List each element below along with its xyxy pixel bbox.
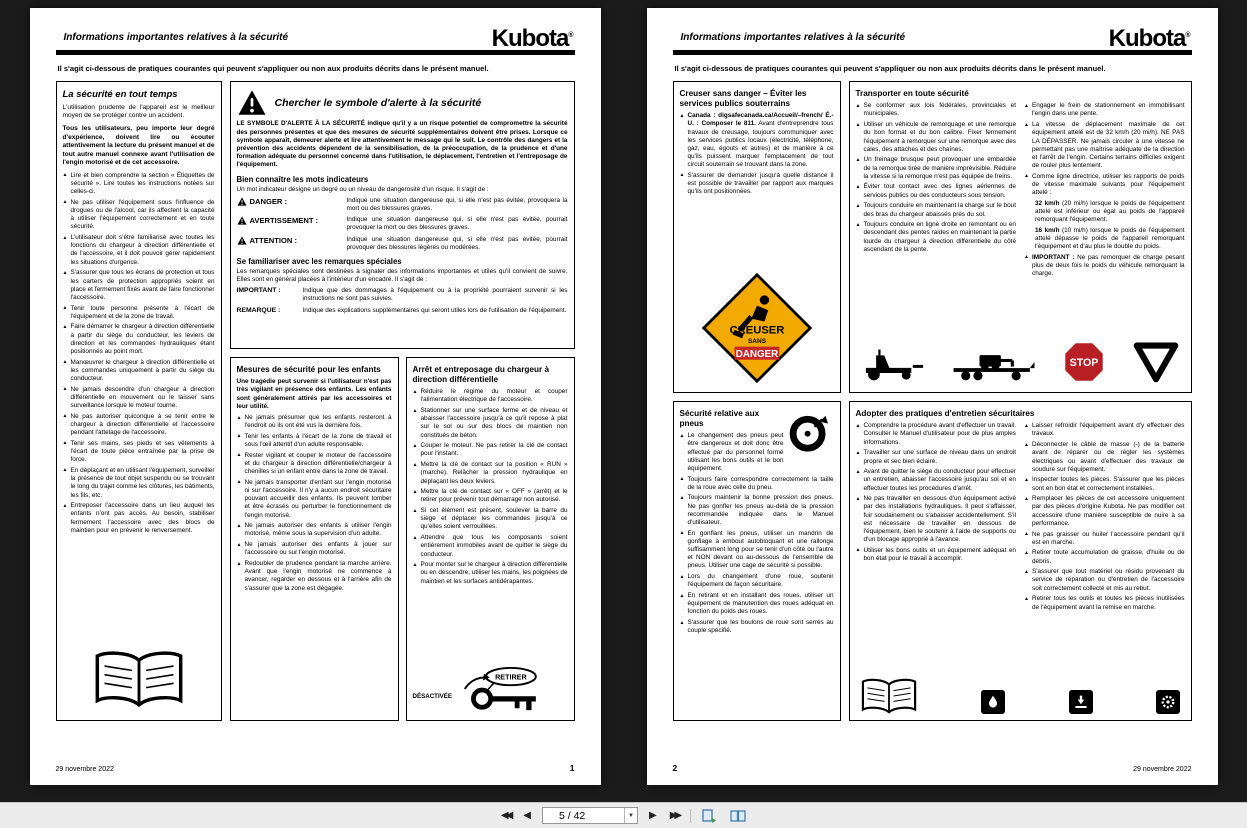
bullet-item: ▲ Lire et bien comprendre la section « Étiquettes de sécurité ». Lire toutes les instructions notées sur celles-ci. — [63, 172, 215, 197]
bullet-item: ▲ Un freinage brusque peut provoquer une embardée de la remorque tirée de manière imprévisible. Réduire la vitesse si la remorque n'est pas équipée de freins. — [856, 156, 1017, 181]
open-book-icon — [93, 650, 185, 708]
bullet-item: ▲ En retirant et en installant des roues, utiliser un équipement de manutention des roues adéquat en fonction du poids des roues. — [680, 592, 834, 617]
open-book-icon — [860, 678, 918, 714]
ignition-key-icon — [454, 666, 562, 714]
bullet-item: ▲ Éviter tout contact avec des lignes aériennes de services publics ou des conducteurs sous tension. — [856, 183, 1017, 199]
signal-word-attention — [237, 236, 568, 252]
tire-safety-section — [673, 401, 841, 721]
document-page-2 — [647, 8, 1218, 785]
dropdown-arrow-icon[interactable]: ▼ — [624, 808, 637, 823]
footer-date: 29 novembre 2022 — [1133, 766, 1192, 773]
bullet-item: ▲ Tenir ses mains, ses pieds et ses vêtements à l'écart de toute pièce entraînée par la prise de force. — [63, 440, 215, 465]
tractor-icon — [860, 341, 926, 383]
single-page-view-icon — [702, 809, 717, 823]
sign-word-danger: DANGER — [735, 349, 778, 361]
bullet-item: ▲ Redoubler de prudence pendant la marche arrière. Avant que l'engin motorisé ne commence à avancer, regarder en dessous et à l'arrière afin de s'assurer que la zone est dégagée. — [237, 560, 392, 593]
transport-important-list — [1024, 254, 1185, 279]
transport-box-title: Transporter en toute sécurité — [855, 89, 969, 99]
disabled-label: DÉSACTIVÉE — [412, 693, 453, 701]
bullet-item: ▲ S'assurer que tous les écrans de protection et tous les carters de protection appropriés soient en place et fermement fixés avant de faire fonctionner l'accessoire. — [63, 269, 215, 302]
page-title: Informations importantes relatives à la sécurité — [680, 31, 906, 43]
bullet-item: ▲ En déplaçant et en utilisant l'équipement, surveiller la présence de tout objet suspendu ou se trouvant le long du trajet comme les clôtures, les bâtiments, les fils, etc. — [63, 467, 215, 500]
footer-page-number: 2 — [672, 763, 678, 773]
note-important: IMPORTANT : Indique que des dommages à l'équipement ou à la propriété pourraient survenir si les instructions ne sont pas suivies. — [236, 287, 568, 303]
facing-pages-view-icon — [730, 809, 746, 823]
crush-hazard-icon — [1069, 690, 1093, 714]
signal-word-label: ATTENTION : — [249, 235, 298, 245]
bullet-item: ▲ Couper le moteur. Ne pas retirer la clé de contact pour l'instant. — [413, 442, 568, 458]
bullet-item: ▲ Faire démarrer le chargeur à direction différentielle à partir du siège du conducteur, les leviers de direction et les commandes hydrauliques étant positionnés au point mort. — [63, 323, 215, 356]
bullet-item: ▲ Comme ligne directrice, utiliser les rapports de poids de vitesse maximale suivants pour l'équipement attelé : — [1024, 173, 1185, 198]
bullet-item: 32 km/h (20 mi/h) lorsque le poids de l'équipement attelé est inférieur ou égal au poids de l'appareil remorquant l'équipement. — [1035, 199, 1185, 224]
bullet-item: ▲ Toujours faire correspondre correctement la taille de la roue avec celle du pneu. — [680, 476, 834, 492]
bullet-item: ▲ Ne jamais autoriser des enfants à utiliser l'engin motorisé, même sous la supervision d'un adulte. — [237, 522, 392, 538]
bullet-item: ▲ Stationner sur une surface ferme et de niveau et abaisser l'accessoire jusqu'à ce qu'il repose à plat sur le sol ou sur des blocs de maintien non constitués de béton. — [413, 407, 568, 440]
shutdown-bullet-list — [413, 388, 568, 586]
page-indicator: 5 / 42 — [559, 809, 586, 822]
first-page-icon: ◀◀ — [500, 809, 511, 821]
signal-word-danger — [237, 197, 568, 213]
bullet-item: ▲ Remplacer les pièces de cet accessoire uniquement par des pièces d'origine Kubota. Ne pas modifier cet accessoire d'une manière susceptible de nuire à sa performance. — [1024, 495, 1185, 528]
transport-safety-section — [849, 81, 1192, 393]
bullet-item: ▲ Le changement des pneus peut être dangereux et doit donc être effectué par du personnel formé utilisant les bons outils et le bon équipement. — [680, 432, 834, 473]
bullet-item: ▲ Toujours conduire en maintenant la charge sur le bout des bras du chargeur abaissés près du sol. — [856, 202, 1017, 218]
page-header — [673, 25, 1192, 52]
bullet-item: ▲ Rester vigilant et couper le moteur de l'accessoire et du chargeur à direction différentielle/chargeur à chenilles si un enfant entre dans la zone de travail. — [237, 452, 392, 477]
previous-page-button[interactable] — [521, 809, 533, 823]
bullet-item: 16 km/h (10 mi/h) lorsque le poids de l'équipement attelé dépasse le poids de l'appareil remorquant l'équipement et d'au plus le double du poids. — [1035, 226, 1185, 251]
dig-bullet-list — [680, 112, 834, 196]
footer-date: 29 novembre 2022 — [55, 766, 114, 773]
special-notes-intro: Les remarques spéciales sont destinées à signaler des informations importantes et utiles qu'il convient de suivre. Elles sont en général placées à l'intérieur d'un encadré. Il s'agit de : — [236, 267, 568, 284]
bullet-item: ▲ Utiliser un véhicule de remorquage et une remorque du bon format et du bon calibre. Fixer fermement l'équipement à remorquer sur une remorque avec des cales, des attaches et des chaînes. — [856, 121, 1017, 154]
note-remarque: REMARQUE : Indique des explications supplémentaires qui seront utiles lors de l'utilisation de l'équipement. — [236, 306, 567, 314]
footer-page-number: 1 — [569, 763, 575, 773]
alert-box-title: Chercher le symbole d'alerte à la sécurité — [274, 96, 482, 109]
document-page-1 — [30, 8, 601, 785]
signal-words-intro: Un mot indicateur désigne un degré ou un niveau de dangerosité d'un risque. Il s'agit de : — [236, 185, 489, 193]
children-box-title: Mesures de sécurité pour les enfants — [236, 365, 381, 375]
stop-sign-icon — [1062, 340, 1106, 384]
bullet-item: ▲ Mettre la clé de contact sur « OFF » (arrêt) et le retirer pour prévenir tout démarrage non autorisé. — [413, 488, 568, 504]
bullet-item: ▲ Tenir les enfants à l'écart de la zone de travail et sous l'œil attentif d'un adulte responsable. — [237, 433, 392, 449]
page-footer — [56, 763, 575, 773]
bullet-item: ▲ Toujours maintenir la bonne pression des pneus. Ne pas gonfler les pneus au-delà de la pression recommandée indiquée dans le Manuel d'utilisateur. — [680, 494, 834, 527]
bullet-item: ▲ Retirer toute accumulation de graisse, d'huile ou de débris. — [1024, 549, 1185, 565]
next-page-icon: ▶ — [649, 809, 657, 821]
page-footer — [673, 763, 1192, 773]
safety-alert-triangle-icon — [237, 89, 267, 116]
maintenance-bullet-list-right — [1024, 422, 1185, 614]
bullet-item: ▲ Déconnecter le câble de masse (-) de la batterie avant de réparer ou de régler les systèmes électriques ou avant d'effectuer des travaux de soudure sur l'équipement. — [1024, 441, 1185, 474]
page-header — [56, 25, 575, 52]
bullet-item: ▲ Ne jamais descendre d'un chargeur à direction différentielle en mouvement ou le laisser sans surveillance lorsque le moteur tourne. — [63, 386, 215, 411]
stop-sign-label: STOP — [1069, 357, 1099, 370]
bullet-item: ▲ Attendre que tous les composants soient entièrement immobiles avant de quitter le siège du conducteur. — [413, 534, 568, 559]
yield-sign-icon — [1132, 340, 1180, 384]
bullet-item: ▲ La vitesse de déplacement maximale de cet équipement attelé est de 32 km/h (20 mi/h). NE PAS LA DÉPASSER. Ne jamais circuler à une vitesse ne permettant pas une maîtrise adéquate de la direction et l'arrêt de l'engin. Certains terrains difficiles exigent de rouler plus lentement. — [1024, 121, 1185, 170]
next-page-button[interactable] — [647, 809, 659, 823]
signal-word-text: Indique une situation dangereuse qui, si elle n'est pas évitée, provoquera la mort ou des blessures graves. — [346, 196, 568, 212]
bullet-item: ▲ Canada : digsafecanada.ca/Accueil/–french/ É.-U. : Composer le 811. Avant d'entreprendre tous travaux de creusage, toujours communiquer avec les services publics locaux (électricité, téléphone, gaz, eau, égouts et autres) et de manière à ce qu'ils puissent marquer l'emplacement de tout circuit souterrain se trouvant dans la zone. — [680, 112, 834, 169]
bullet-item: ▲ Laisser refroidir l'équipement avant d'y effectuer des travaux. — [1024, 422, 1185, 438]
intro-paragraph: Il s'agit ci-dessous de pratiques courantes qui peuvent s'appliquer ou non aux produits décrits dans le présent manuel. — [674, 63, 1106, 73]
toolbar-separator — [690, 809, 691, 823]
single-page-view-button[interactable] — [700, 807, 719, 825]
dig-box-title: Creuser sans danger – Éviter les services publics souterrains — [679, 89, 807, 109]
kubota-logo: Kubota® — [1108, 25, 1190, 52]
safety-bullet-list — [63, 172, 215, 535]
bullet-item: ▲ Lors du changement d'une roue, soutenir l'équipement de façon sécuritaire. — [680, 573, 834, 589]
bullet-item: ▲ En gonflant les pneus, utiliser un mandrin de gonflage à embout autobloquant et une rallonge suffisamment long pour se tenir d'un côté ou l'autre et NON devant ou au-dessous de l'ensemble de pneus. Utiliser une cage de sécurité si possible. — [680, 530, 834, 571]
safety-para-2: Tous les utilisateurs, peu importe leur degré d'expérience, doivent lire ou écouter attentivement la lecture du présent manuel et de tout autre manuel connexe avant l'utilisation de l'engin motorisé et de cet accessoire. — [62, 124, 215, 167]
warning-triangle-icon — [237, 197, 247, 206]
bullet-item: ▲ Ne pas travailler en dessous d'un équipement activé par des installations hydrauliques. Il peut s'affaisser, fuir soudainement ou s'abaisser accidentellement. S'il est nécessaire de travailler en dessous de l'équipement, bien le soutenir à l'aide de supports ou d'un blocage approprié à l'avance. — [856, 495, 1017, 544]
bullet-item: ▲ Si cet élément est présent, soulever la barre du siège et déplacer les commandes jusqu'à ce qu'elles soient verrouillées. — [413, 507, 568, 532]
kubota-logo: Kubota® — [491, 25, 573, 52]
bullet-item: ▲ Engager le frein de stationnement en immobilisant l'engin dans une pente. — [1024, 102, 1185, 118]
tire-box-title: Sécurité relative aux pneus — [679, 409, 760, 429]
safety-anytime-section — [56, 81, 222, 721]
registered-mark: ® — [1185, 32, 1190, 39]
alert-intro: LE SYMBOLE D'ALERTE À LA SÉCURITÉ indique qu'il y a un risque potentiel de compromettre la sécurité des personnes présentes et que des mesures de sécurité supplémentaires doivent être prises. Lorsque ce symbole apparaît, demeurer alerte et lire attentivement le message qui le suit. Le contrôle des dangers et la prévention des accidents dépendent de la sensibilisation, de la préoccupation, de la prudence et d'une formation adéquate du personnel concerné dans l'utilisation, le déplacement, l'entretien et l'entreposage de l'équipement. — [236, 120, 568, 169]
signal-words-heading: Bien connaître les mots indicateurs — [236, 174, 369, 184]
signal-word-text: Indique une situation dangereuse qui, si elle n'est pas évitée, pourrait provoquer des blessures légères ou modérées. — [346, 235, 568, 251]
bullet-item: ▲ S'assurer de demander jusqu'à quelle distance il est possible de travailler par rapport aux marques qu'ils ont positionnées. — [680, 172, 834, 197]
transport-speed-sublist — [1024, 200, 1185, 252]
bullet-item: ▲ S'assurer que les boulons de roue sont serrés au couple spécifié. — [680, 619, 834, 635]
remove-tag-label: RETIRER — [495, 672, 527, 682]
bullet-item: ▲ Réduire le régime du moteur et couper l'alimentation électrique de l'accessoire. — [413, 388, 568, 404]
bullet-item: ▲ Ne jamais transporter d'enfant sur l'engin motorisé ni sur l'accessoire. Il n'y a aucun endroit sécuritaire pouvant accueillir des enfants. Ils peuvent tomber et être écrasés ou perturber le fonctionnement de l'engin motorisé. — [237, 479, 392, 520]
bullet-item: ▲ Retirer tous les outils et toutes les pièces inutilisées de l'équipement avant la remise en marche. — [1024, 595, 1185, 611]
key-removal-art — [413, 666, 570, 714]
bullet-item: ▲ Mettre la clé de contact sur la position « RUN » (marche). Relâcher la pression hydraulique en déplaçant les deux leviers. — [413, 461, 568, 486]
facing-pages-view-button[interactable] — [728, 807, 748, 825]
bullet-item: ▲ Entreposer l'accessoire dans un lieu auquel les enfants n'ont pas accès. Au besoin, stabiliser fermement l'accessoire avec des blocs de maintien pour en prévenir le renversement. — [63, 502, 215, 535]
maintenance-box-title: Adopter des pratiques d'entretien sécuritaires — [855, 409, 1035, 419]
maintenance-practices-section — [849, 401, 1192, 721]
shutdown-box-title: Arrêt et entreposage du chargeur à direction différentielle — [412, 365, 549, 385]
warning-triangle-icon — [237, 216, 247, 225]
last-page-icon: ▶▶ — [669, 809, 680, 821]
intro-paragraph: Il s'agit ci-dessous de pratiques courantes qui peuvent s'appliquer ou non aux produits décrits dans le présent manuel. — [57, 63, 489, 73]
bullet-item: ▲ Avant de quitter le siège du conducteur pour effectuer un entretien, abaisser l'accessoire jusqu'au sol et en effectuer toutes les procédures d'arrêt. — [856, 468, 1017, 493]
entanglement-hazard-icon — [1156, 690, 1180, 714]
children-safety-section — [230, 357, 399, 721]
safety-box-title: La sécurité en tout temps — [62, 89, 178, 101]
page-title: Informations importantes relatives à la sécurité — [63, 31, 289, 43]
bullet-item: ▲ Ne pas graisser ou huiler l'accessoire pendant qu'il est en marche. — [1024, 531, 1185, 547]
shutdown-storage-section — [406, 357, 575, 721]
bullet-item: ▲ Manœuvrer le chargeur à direction différentielle et les commandes uniquement à partir du siège du conducteur. — [63, 359, 215, 384]
bullet-item: ▲ Pour monter sur le chargeur à direction différentielle ou en descendre, utiliser les mains, les poignées de maintien et les surfaces antidérapantes. — [413, 561, 568, 586]
bullet-item: ▲ Inspecter toutes les pièces. S'assurer que les pièces sont en bon état et correctement installées. — [1024, 476, 1185, 492]
signal-word-avertissement — [237, 216, 568, 232]
bullet-item: ▲ Ne jamais présumer que les enfants resteront à l'endroit où ils ont été vus la dernière fois. — [237, 414, 392, 430]
bullet-item: ▲ Tenir toute personne présente à l'écart de l'équipement et de la zone de travail. — [63, 305, 215, 321]
bullet-item: ▲ Ne pas utiliser l'équipement sous l'influence de drogues ou de l'alcool, car ils affectent la capacité à utiliser l'équipement correctement et en toute sécurité. — [63, 199, 215, 232]
bullet-item: ▲ Ne jamais autoriser des enfants à jouer sur l'accessoire ou sur l'engin motorisé. — [237, 541, 392, 557]
bullet-item: ▲ Se conformer aux lois fédérales, provinciales et municipales. — [856, 102, 1017, 118]
safety-para-1: L'utilisation prudente de l'appareil est le meilleur moyen de se protéger contre un accident. — [62, 103, 215, 120]
tire-bullet-list — [680, 432, 834, 635]
warning-triangle-icon — [237, 236, 247, 245]
previous-page-icon: ◀ — [523, 809, 531, 821]
bullet-item: ▲ IMPORTANT : Ne pas remorquer de charge pesant plus de deux fois le poids du véhicule remorquant la charge. — [1024, 254, 1185, 279]
bullet-item: ▲ S'assurer que tout matériel ou résidu provenant du service de réparation ou d'entretien de l'accessoire soit correctement collecté et mis au rebut. — [1024, 568, 1185, 593]
special-notes-heading: Se familiariser avec les remarques spéciales — [236, 256, 402, 266]
maintenance-icon-row — [860, 678, 1181, 714]
bullet-item: ▲ Ne pas autoriser quiconque à se tenir entre le chargeur à direction différentielle et l'accessoire pendant l'attelage de l'accessoire. — [63, 413, 215, 438]
bullet-item: ▲ Toujours conduire en ligne droite en remontant ou en descendant des pentes raides en maintenant la partie lourde du chargeur à direction différentielle du côté ascendant de la pente. — [856, 221, 1017, 254]
transport-bullet-list-right — [1024, 102, 1185, 197]
bullet-item: ▲ Travailler sur une surface de niveau dans un endroit propre et sec bien éclairé. — [856, 449, 1017, 465]
bullet-item: ▲ L'utilisateur doit s'être familiarisé avec toutes les fonctions du chargeur à direction différentielle et de l'accessoire, et il doit pouvoir gérer rapidement les situations d'urgence. — [63, 234, 215, 267]
trailer-loader-icon — [952, 341, 1036, 383]
dig-safe-sign — [701, 272, 813, 384]
page-number-combobox[interactable] — [542, 807, 638, 824]
sign-word-creuser: CREUSER — [729, 325, 784, 338]
first-page-button[interactable] — [499, 809, 512, 823]
transport-bullet-list-left — [856, 102, 1017, 281]
bullet-item: ▲ Utiliser les bons outils et un équipement adéquat en bon état pour le travail à accomplir. — [856, 547, 1017, 563]
bullet-item: ▲ Comprendre la procédure avant d'effectuer un travail. Consulter le Manuel d'utilisateur pour de plus amples informations. — [856, 422, 1017, 447]
last-page-button[interactable] — [668, 809, 681, 823]
children-intro: Une tragédie peut survenir si l'utilisateur n'est pas très vigilant en présence des enfants. Les enfants sont généralement attirés par les accessoires et leur utilité. — [236, 378, 392, 410]
lubrication-hazard-icon — [981, 690, 1005, 714]
signal-word-label: AVERTISSEMENT : — [249, 216, 319, 226]
pdf-toolbar — [0, 802, 1247, 828]
registered-mark: ® — [568, 32, 573, 39]
alert-symbol-section — [230, 81, 575, 349]
sign-word-sans: SANS — [747, 338, 766, 346]
signal-word-text: Indique une situation dangereuse qui, si elle n'est pas évitée, pourrait provoquer la mort ou des blessures graves. — [346, 216, 568, 232]
transport-icon-row — [860, 340, 1181, 384]
maintenance-bullet-list-left — [856, 422, 1017, 614]
children-bullet-list — [237, 414, 392, 593]
signal-word-label: DANGER : — [249, 196, 288, 206]
dig-safe-section — [673, 81, 841, 393]
